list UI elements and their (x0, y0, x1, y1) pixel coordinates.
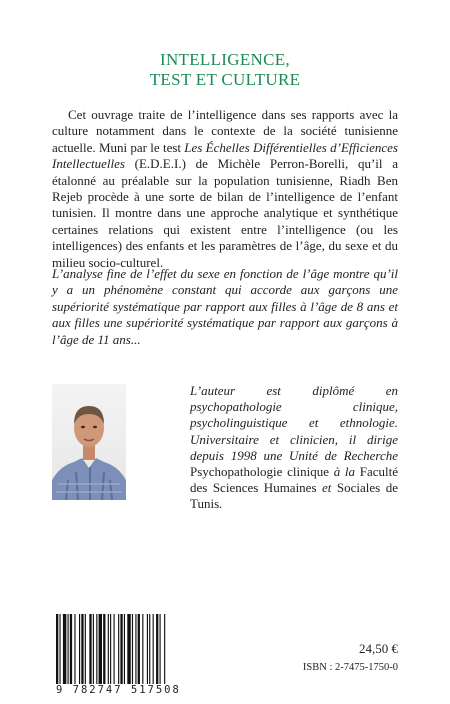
isbn: ISBN : 2-7475-1750-0 (302, 662, 398, 673)
book-title (0, 50, 450, 90)
book-title-line-1: INTELLIGENCE, (160, 50, 290, 69)
author-portrait-icon (52, 384, 126, 500)
price: 24,50 € (359, 641, 398, 656)
barcode-number: 9 782747 517508 (56, 684, 181, 696)
description-paragraph-2: L’analyse fine de l’effet du sexe en fonction de l’âge montre qu’il y a un phénomène constant qui accorde aux garçons une supériorité systématique par rapport aux filles à l’âge de 8 ans et aux filles une supériorité systématique par rapport aux garçons à l’âge de 11 ans... (52, 266, 398, 347)
test-name: Les Échelles Différentielles d’Efficiences Intellectuelles (52, 139, 398, 172)
description-paragraph-1 (52, 107, 398, 271)
description-text-continued: (E.D.E.I.) de Michèle Perron-Borelli, qu’il a étalonné au préalable sur la population tunisienne, Riadh Ben Rejeb procède à une sorte de bilan de l’intelligence de l’enfant tunisien. Il montre dans une approche analytique et synthétique certaines relations qui existent entre l’intelligence (ou les intelligences) des enfants et les paramètres de l’âge, du sexe et du milieu socio-culturel. (52, 156, 398, 270)
author-biography: L’auteur est diplômé en psychopathologie clinique, psycholinguistique et ethnologie. Universitaire et clinicien, il dirige depuis 1998 une Unité de Recherche Psychopathologie clinique à la Faculté des Sciences Humaines et Sociales de Tunis. (190, 383, 398, 512)
barcode (56, 614, 208, 684)
book-title-line-2: TEST ET CULTURE (149, 70, 301, 89)
description-text: Cet ouvrage traite de l’intelligence dans ses rapports avec la culture notamment dans le contexte de la société tunisienne actuelle. Muni par le test (52, 107, 398, 155)
author-photo (52, 384, 126, 500)
